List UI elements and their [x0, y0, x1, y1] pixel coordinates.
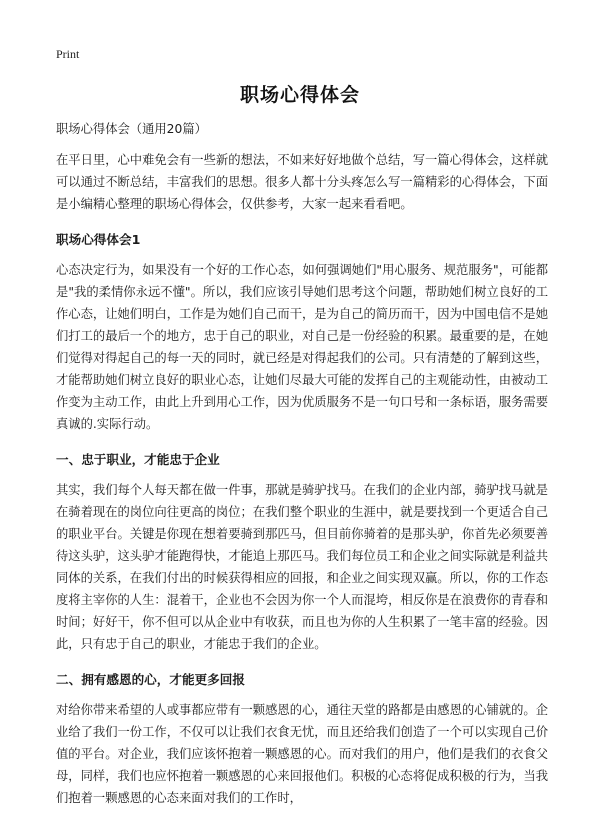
section-heading-1: 职场心得体会1	[56, 232, 141, 247]
section-heading-3: 二、拥有感恩的心，才能更多回报	[56, 672, 245, 687]
document-subtitle: 职场心得体会（通用20篇）	[56, 122, 207, 136]
section-heading-2: 一、忠于职业，才能忠于企业	[56, 452, 220, 467]
document-title: 职场心得体会	[239, 84, 360, 106]
section-paragraph-3: 对给你带来希望的人或事都应带有一颗感恩的心，通往天堂的路都是由感恩的心铺就的。企业给了我们一份工作，不仅可以让我们衣食无忧，而且还给我们创造了一个可以实现自己价值的平台。对企业，我们应该怀抱着一颗感恩的心。而对我们的用户，他们是我们的衣食父母，同样，我们也应怀抱着一颗感恩的心来回报他们。积极的心态将促成积极的行为，当我们抱着一颗感恩的心态来面对我们的工作时，	[56, 703, 548, 805]
section-paragraph-1: 心态决定行为，如果没有一个好的工作心态，如何强调她们"用心服务、规范服务"，可能都是"我的柔情你永远不懂"。所以，我们应该引导她们思考这个问题，帮助她们树立良好的工作心态，让她们明白，工作是为她们自己而干，是为自己的简历而干，因为中国电信不是她们打工的最后一个的地方，忠于自己的职业，对自己是一份经验的积累。最重要的是，在她们觉得对得起自己的每一天的同时，就已经是对得起我们的公司。只有清楚的了解到这些，才能帮助她们树立良好的职业心态，让她们尽最大可能的发挥自己的主观能动性，由被动工作变为主动工作，由此上升到用心工作，因为优质服务不是一句口号和一条标语，服务需要真诚的.实际行动。	[56, 263, 548, 431]
section-paragraph-2: 其实，我们每个人每天都在做一件事，那就是骑驴找马。在我们的企业内部，骑驴找马就是在骑着现在的岗位向往更高的岗位；在我们整个职业的生涯中，就是要找到一个更适合自己的职业平台。关键是你现在想着要骑到那匹马，但目前你骑着的是那头驴，你首先必须要善待这头驴，这头驴才能跑得快，才能追上那匹马。我们每位员工和企业之间实际就是利益共同体的关系，在我们付出的时候获得相应的回报，和企业之间实现双赢。所以，你的工作态度将主宰你的人生：混着干，企业也不会因为你一个人而混垮，相反你是在浪费你的青春和时间；好好干，你不但可以从企业中有收获，而且也为你的人生积累了一笔丰富的经验。因此，只有忠于自己的职业，才能忠于我们的企业。	[56, 483, 548, 651]
intro-paragraph: 在平日里，心中难免会有一些新的想法，不如来好好地做个总结，写一篇心得体会，这样就可以通过不断总结，丰富我们的思想。很多人都十分头疼怎么写一篇精彩的心得体会，下面是小编精心整理的职场心得体会，仅供参考，大家一起来看看吧。	[56, 153, 548, 211]
document-body	[56, 118, 548, 809]
print-label[interactable]: Print	[56, 47, 80, 61]
